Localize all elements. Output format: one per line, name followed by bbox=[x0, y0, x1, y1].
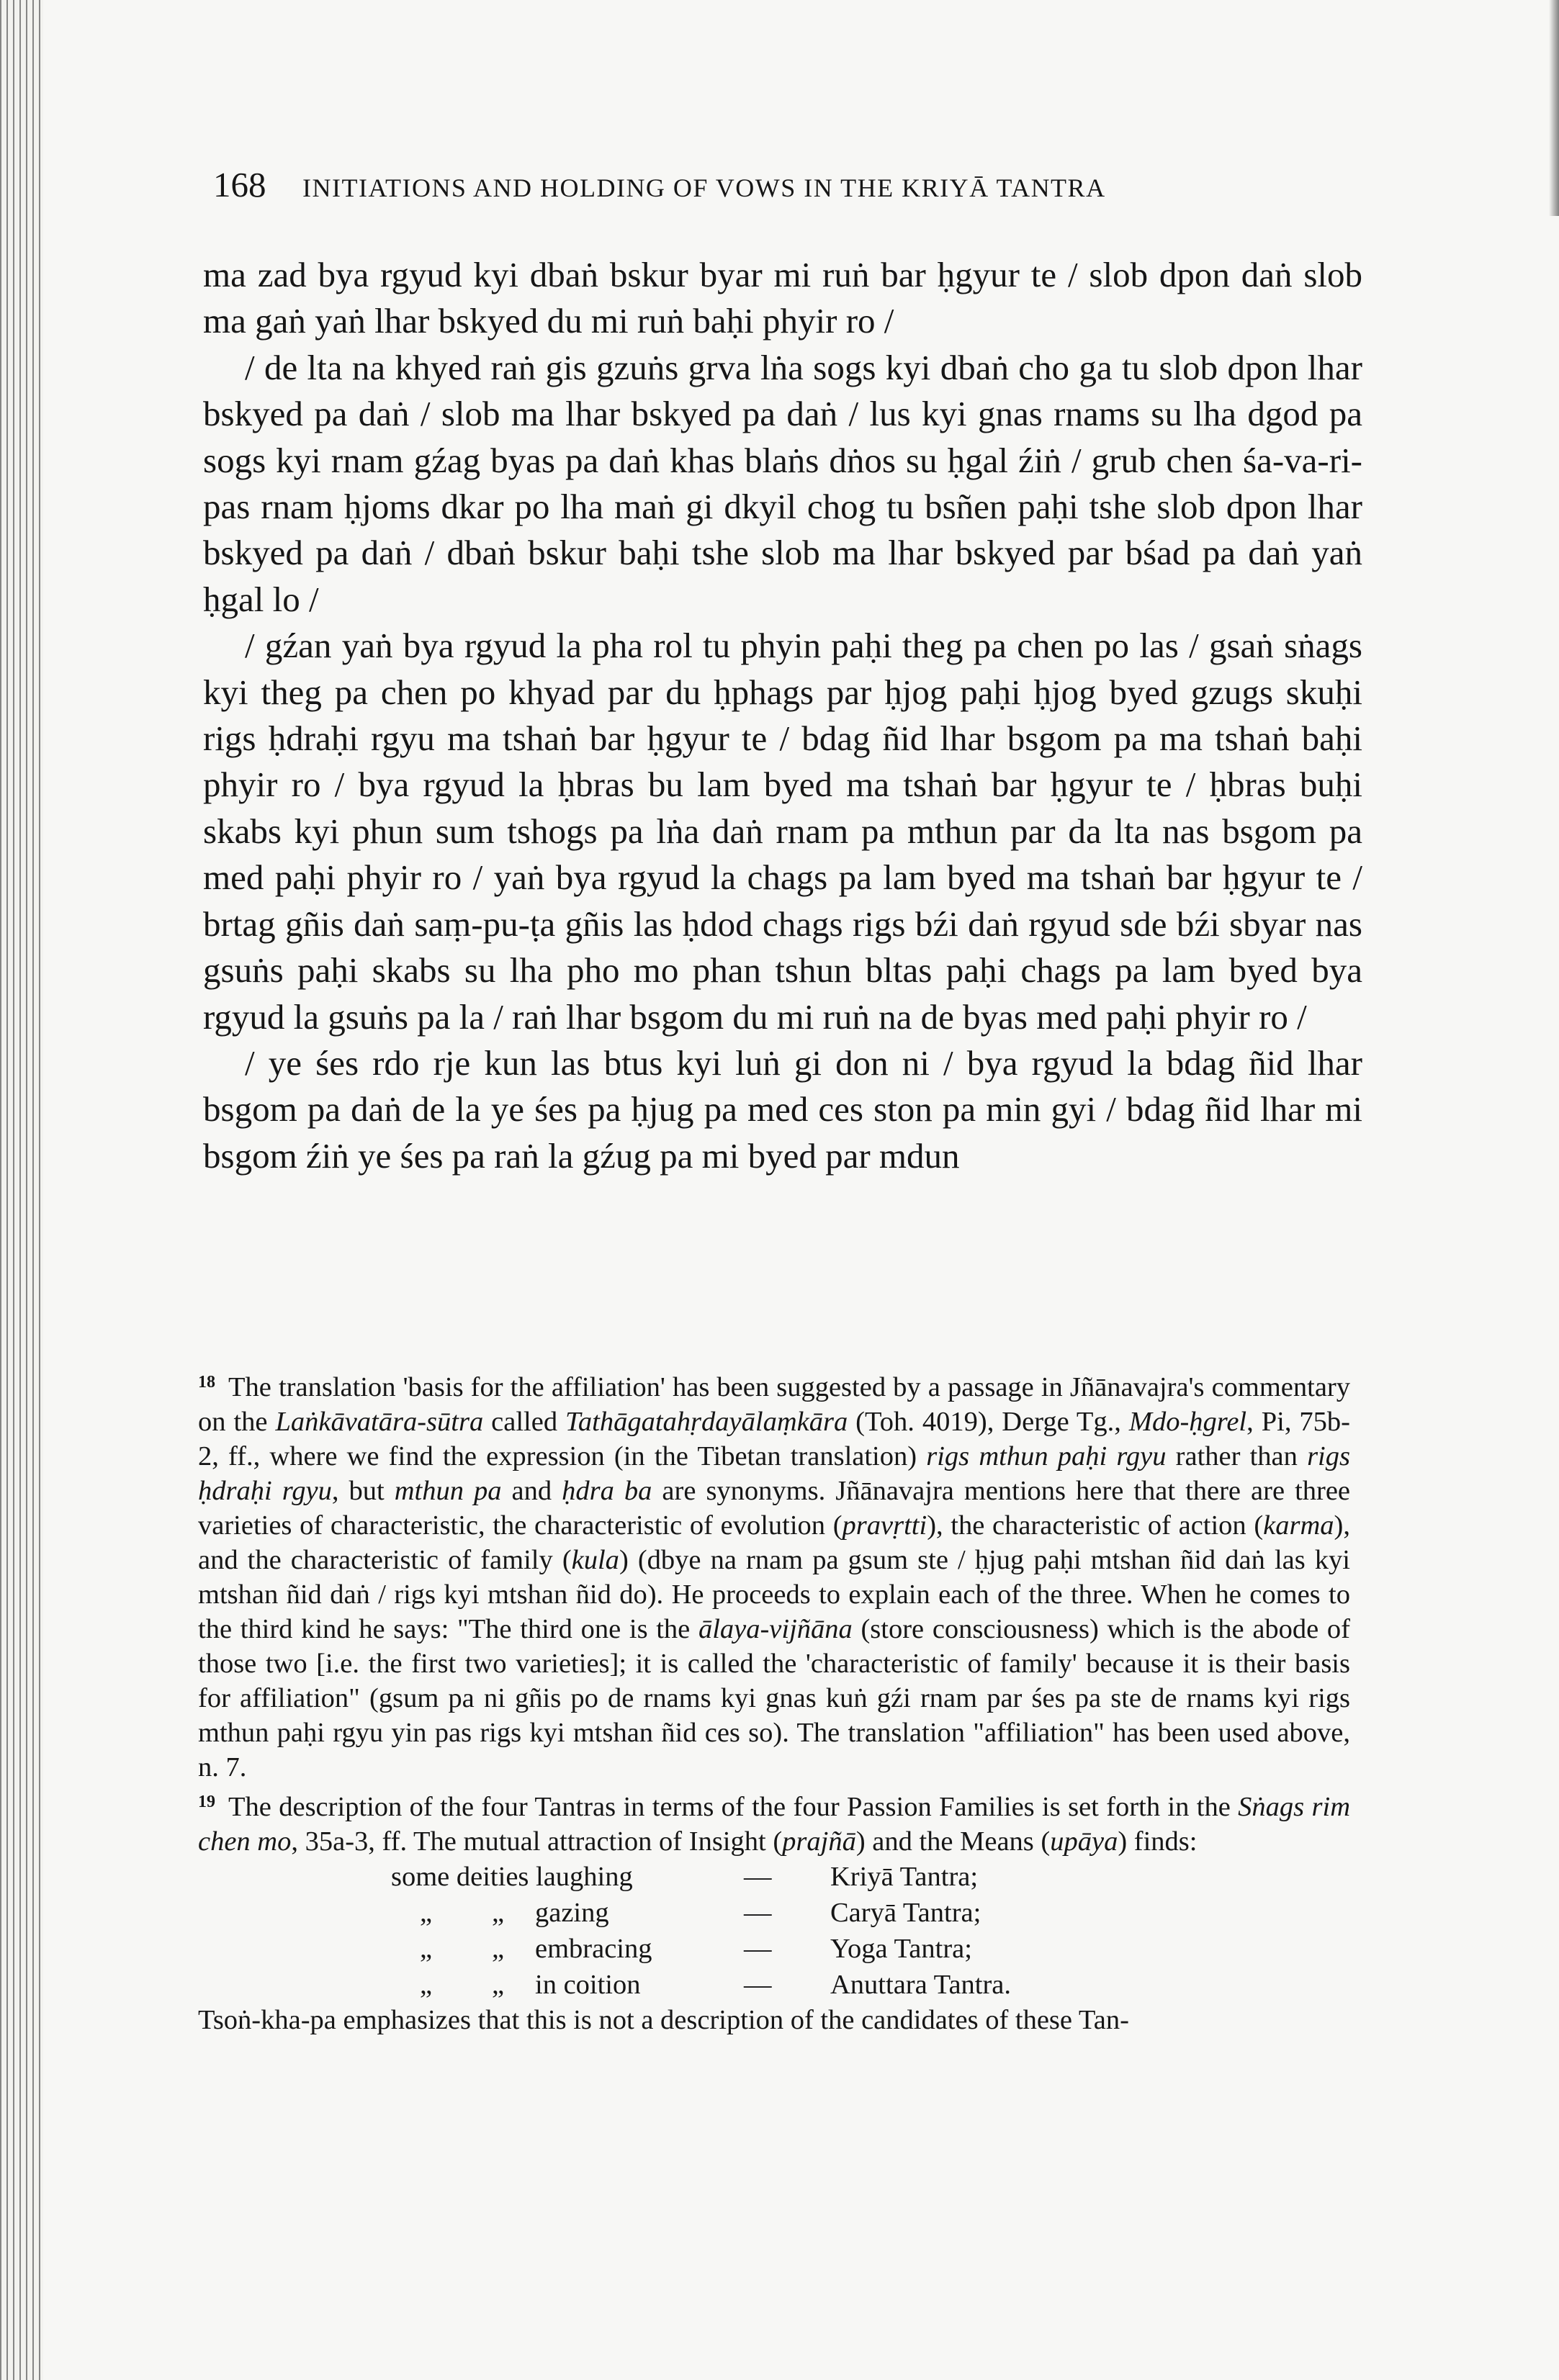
paragraph: ma zad bya rgyud kyi dbaṅ bskur byar mi ruṅ bar ḥgyur te / slob dpon daṅ slob ma gaṅ yaṅ lhar bskyed du mi ruṅ baḥi phyir ro / bbox=[203, 255, 1362, 341]
table-cell: — bbox=[744, 1898, 772, 1928]
scan-page-edge bbox=[1549, 0, 1559, 216]
table-cell: „ „ embracing bbox=[420, 1934, 652, 1964]
running-header bbox=[213, 164, 1365, 205]
footnotes bbox=[198, 1365, 1350, 2037]
footnote-continuation: Tsoṅ-kha-pa emphasizes that this is not a description of the candidates of these Tan- bbox=[198, 2005, 1129, 2035]
tantra-table bbox=[391, 1859, 1011, 2003]
page-number: 168 bbox=[213, 165, 266, 204]
paragraph: / gźan yaṅ bya rgyud la pha rol tu phyin paḥi theg pa chen po las / gsaṅ sṅags kyi theg pa chen po khyad par du ḥphags par ḥjog paḥi ḥjog byed gzugs skuḥi rigs ḥdraḥi rgyu ma tshaṅ bar ḥgyur te / bdag ñid lhar bsgom pa ma tshaṅ baḥi phyir ro / bya rgyud la ḥbras bu lam byed ma tshaṅ bar ḥgyur te / ḥbras buḥi skabs kyi phun sum tshogs pa lṅa daṅ rnam pa mthun par da lta nas bsgom pa med paḥi phyir ro / yaṅ bya rgyud la chags pa lam byed ma tshaṅ bar ḥgyur te / brtag gñis daṅ saṃ-pu-ṭa gñis las ḥdod chags rigs bźi daṅ rgyud sde bźi sbyar nas gsuṅs paḥi skabs su lha pho mo phan tshun bltas paḥi chags pa lam byed bya rgyud la gsuṅs pa la / raṅ lhar bsgom du mi ruṅ na de byas med paḥi phyir ro / bbox=[203, 626, 1362, 1037]
footnote-marker: 18 bbox=[198, 1373, 215, 1392]
table-cell: Caryā Tantra; bbox=[830, 1898, 981, 1928]
footnote-18: $^{18}$ The translation 'basis for the affiliation' has been suggested by a passage in Jñānavajra's commentary on the Laṅkāvatāra-sūtra called Tathāgatahṛdayālaṃkāra (Toh. 4019), Derge Tg., Mdo-ḥgrel, Pi, 75b-2, ff., where we find the expression (in the Tibetan translation) rigs mthun paḥi rgyu rather than rigs ḥdraḥi rgyu, but mthun pa and ḥdra ba are synonyms. Jñānavajra mentions here that there are three varieties of characteristic, the characteristic of evolution (pravṛtti), the characteristic of action (karma), and the characteristic of family (kula) (dbye na rnam pa gsum ste / ḥjug paḥi mtshan ñid daṅ las kyi mtshan ñid daṅ / rigs kyi mtshan ñid do). He proceeds to explain each of the three. When he comes to the third kind he says: "The third one is the ālaya-vijñāna (store consciousness) which is the abode of those two [i.e. the first two varieties]; it is called the 'characteristic of family' because it is their basis for affiliation" (gsum pa ni gñis po de rnams kyi gnas kuṅ gźi rnam par śes pa ste de rnams kyi rigs mthun paḥi rgyu yin pas rigs kyi mtshan ñid ces so). The translation "affiliation" has been used above, n. 7. bbox=[198, 1372, 1351, 1782]
table-row bbox=[391, 1895, 1011, 1931]
table-row bbox=[391, 1931, 1011, 1967]
paragraph: / de lta na khyed raṅ gis gzuṅs grva lṅa sogs kyi dbaṅ cho ga tu slob dpon lhar bskyed pa daṅ / slob ma lhar bskyed pa daṅ / lus kyi gnas rnams su lha dgod pa sogs kyi rnam gźag byas pa daṅ khas blaṅs dṅos su ḥgal źiṅ / grub chen śa-va-ri-pas rnam ḥjoms dkar po lha maṅ gi dkyil chog tu bsñen paḥi tshe slob dpon lhar bskyed pa daṅ / dbaṅ bskur baḥi tshe slob ma lhar bskyed par bśad pa daṅ yaṅ ḥgal lo / bbox=[203, 347, 1362, 619]
table-cell: — bbox=[744, 1970, 772, 2000]
footnote-19: $^{19}$ The description of the four Tantras in terms of the four Passion Families is set forth in the Sṅags rim chen mo, 35a-3, ff. The mutual attraction of Insight (prajñā) and the Means (upāya) finds: bbox=[198, 1792, 1350, 1857]
table-cell: — bbox=[744, 1934, 772, 1964]
table-row bbox=[391, 1967, 1011, 2003]
scan-binding-edge bbox=[0, 0, 43, 2380]
table-row bbox=[391, 1859, 1011, 1895]
table-cell: Kriyā Tantra; bbox=[830, 1862, 979, 1892]
table-cell: some deities laughing bbox=[391, 1862, 633, 1892]
table-cell: „ „ in coition bbox=[420, 1970, 641, 2000]
main-text bbox=[203, 252, 1362, 1179]
table-cell: Yoga Tantra; bbox=[830, 1934, 972, 1964]
footnote-marker: 19 bbox=[198, 1793, 215, 1811]
table-cell: — bbox=[744, 1862, 772, 1892]
table-cell: Anuttara Tantra. bbox=[830, 1970, 1012, 2000]
paragraph: / ye śes rdo rje kun las btus kyi luṅ gi don ni / bya rgyud la bdag ñid lhar bsgom pa daṅ de la ye śes pa ḥjug pa med ces ston pa min gyi / bdag ñid lhar mi bsgom źiṅ ye śes pa raṅ la gźug pa mi byed par mdun bbox=[203, 1042, 1362, 1176]
table-cell: „ „ gazing bbox=[420, 1898, 609, 1928]
running-title: INITIATIONS AND HOLDING OF VOWS IN THE KRIYĀ TANTRA bbox=[302, 173, 1106, 202]
